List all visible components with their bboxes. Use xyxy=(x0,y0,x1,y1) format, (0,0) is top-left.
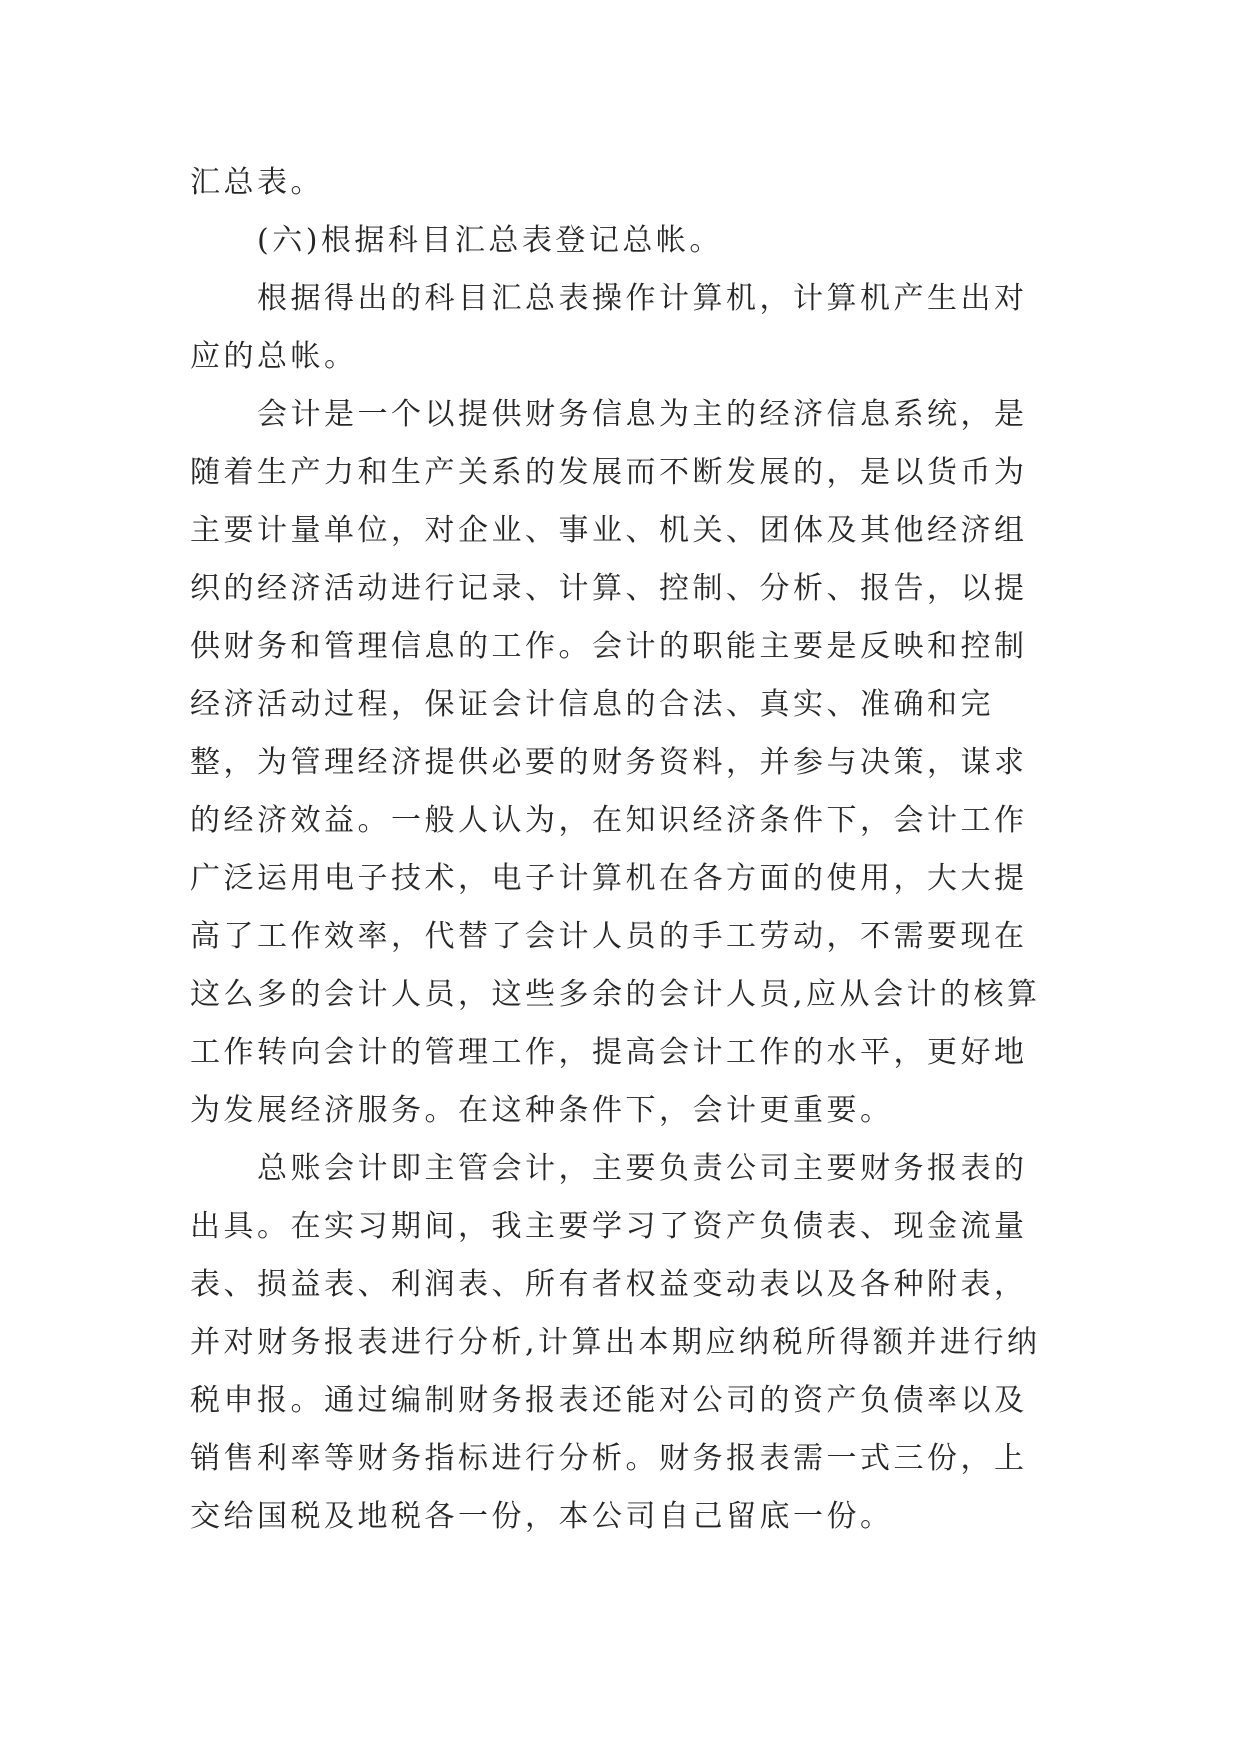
paragraph-general-ledger-computer: 根据得出的科目汇总表操作计算机，计算机产生出对应的总帐。 xyxy=(190,281,1028,374)
document-body xyxy=(190,154,1048,1546)
paragraph-accounting-definition: 会计是一个以提供财务信息为主的经济信息系统，是随着生产力和生产关系的发展而不断发展的，是以货币为主要计量单位，对企业、事业、机关、团体及其他经济组织的经济活动进行记录、计算、控制、分析、报告，以提供财务和管理信息的工作。会计的职能主要是反映和控制经济活动过程，保证会计信息的合法、真实、准确和完整，为管理经济提供必要的财务资料，并参与决策，谋求的经济效益。一般人认为，在知识经济条件下，会计工作广泛运用电子技术，电子计算机在各方面的使用，大大提高了工作效率，代替了会计人员的手工劳动，不需要现在这么多的会计人员，这些多余的会计人员,应从会计的核算工作转向会计的管理工作，提高会计工作的水平，更好地为发展经济服务。在这种条件下，会计更重要。 xyxy=(190,397,1041,1128)
paragraph-heading-six: (六)根据科目汇总表登记总帐。 xyxy=(257,223,723,258)
paragraph-general-ledger-accountant: 总账会计即主管会计，主要负责公司主要财务报表的出具。在实习期间，我主要学习了资产负债表、现金流量表、损益表、利润表、所有者权益变动表以及各种附表，并对财务报表进行分析,计算出本期应纳税所得额并进行纳税申报。通过编制财务报表还能对公司的资产负债率以及销售利率等财务指标进行分析。财务报表需一式三份，上交给国税及地税各一份，本公司自己留底一份。 xyxy=(190,1151,1041,1534)
paragraph-continuation: 汇总表。 xyxy=(190,165,324,200)
